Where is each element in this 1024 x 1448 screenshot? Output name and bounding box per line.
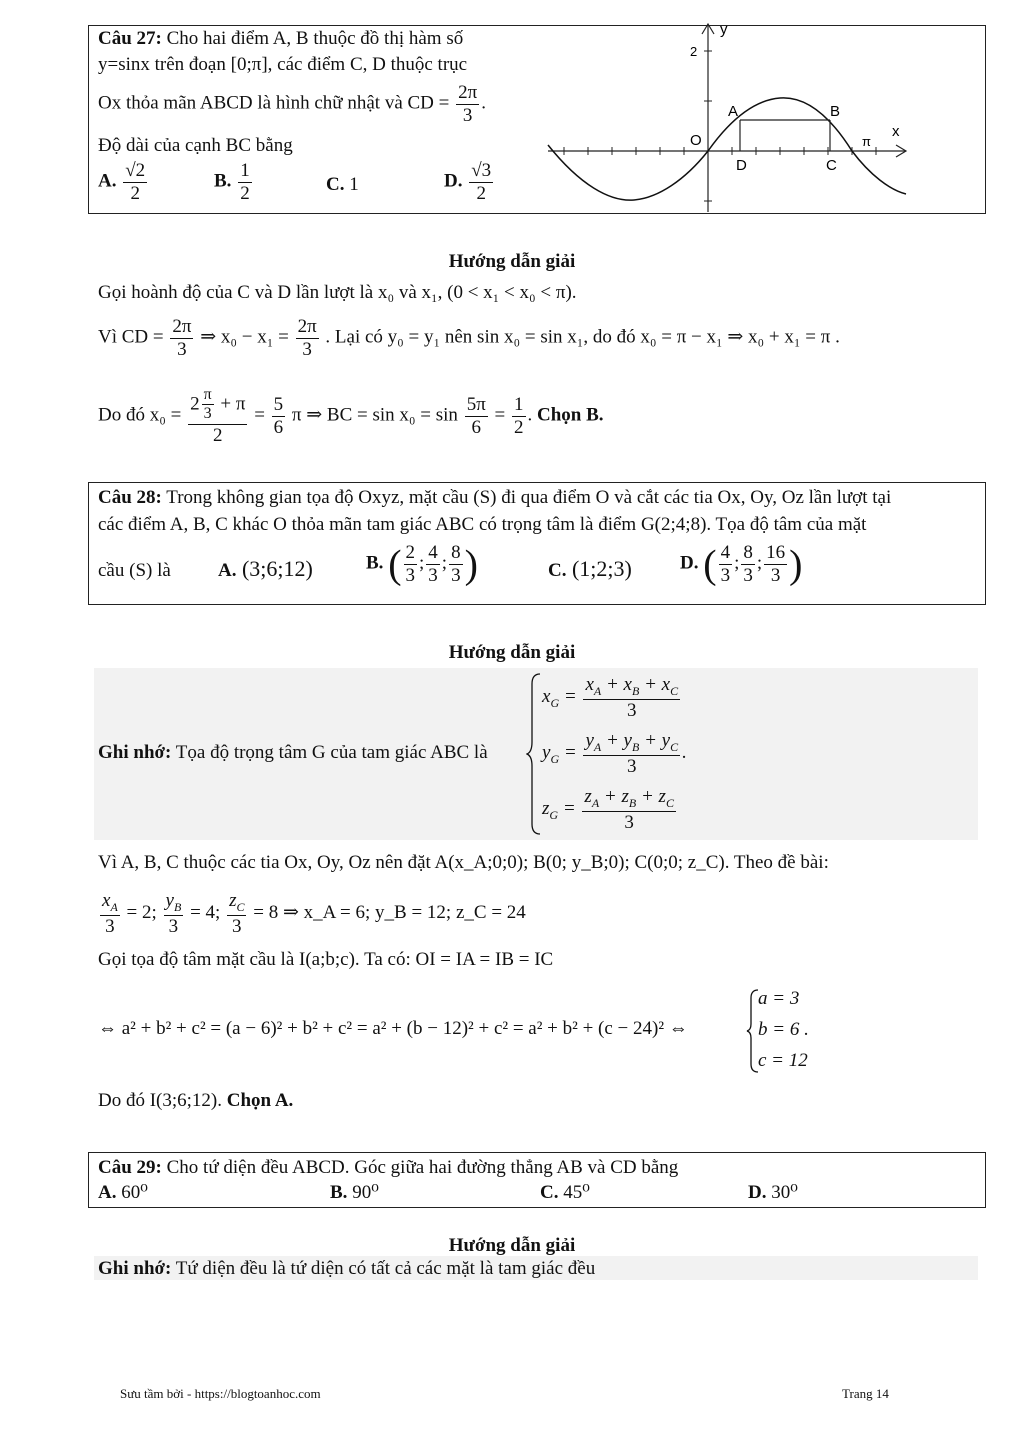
- sol28-line2: $\frac{x_A}{3}$ = 2; $\frac{y_B}{3}$ = 4; $\frac{z_C}{3}$ = 8 ⇒ x_A = 6; y_B = 12; z_C = 24: [102, 890, 526, 937]
- sol27-line2-mid: ⇒ x₀ − x₁ =: [200, 326, 289, 348]
- q29-option-d: [748, 1182, 798, 1204]
- q29-option-c: [540, 1182, 590, 1204]
- sol29-note: [98, 1258, 595, 1280]
- centroid-brace: [526, 672, 542, 836]
- rectangle-abcd: [740, 120, 830, 151]
- footer-source: Sưu tầm bởi - https://blogtoanhoc.com: [120, 1386, 321, 1401]
- q28-text1: Trong không gian tọa độ Oxyz, mặt cầu (S) đi qua điểm O và cắt các tia Ox, Oy, Oz lần lượt tại: [166, 487, 892, 508]
- q27-option-b-den: 2: [240, 182, 250, 204]
- q29-option-b-letter: B.: [330, 1182, 348, 1203]
- sol29-heading: Hướng dẫn giải: [448, 1235, 576, 1256]
- q28-option-c-value: (1;2;3): [571, 556, 632, 581]
- sol28-sys-b: b = 6 .: [758, 1019, 809, 1040]
- q27-line1: [98, 28, 463, 50]
- q28-line1: [98, 487, 891, 509]
- sol28-choose: Chọn A.: [226, 1090, 294, 1111]
- graph-label-y: y: [720, 21, 728, 38]
- graph-label-two: 2: [690, 44, 698, 59]
- sol28-line2-post: ⇒ x_A = 6; y_B = 12; z_C = 24: [282, 902, 526, 924]
- sol29-note-label: Ghi nhớ:: [98, 1258, 172, 1279]
- centroid-zg: $z_G$ = $\frac{z_A + z_B + z_C}{3}$: [542, 786, 674, 833]
- q29-option-c-letter: C.: [540, 1182, 559, 1203]
- q29-option-a: [98, 1182, 148, 1204]
- q27-option-d-letter: D.: [444, 170, 463, 192]
- q27-label: Câu 27:: [98, 28, 162, 49]
- q28-label: Câu 28:: [98, 487, 162, 508]
- sol28-note-text: Tọa độ trọng tâm G của tam giác ABC là: [175, 742, 488, 763]
- q27-option-c: [326, 174, 359, 196]
- sol28-line1: Vì A, B, C thuộc các tia Ox, Oy, Oz nên đặt A(x_A;0;0); B(0; y_B;0); C(0;0; z_C). Theo đề bài:: [98, 852, 829, 873]
- sol28-note: [98, 742, 488, 764]
- q29-label: Câu 29:: [98, 1157, 162, 1178]
- q27-option-b-num: 1: [240, 160, 250, 181]
- q28-option-c: [548, 556, 632, 582]
- sol28-line3: Gọi tọa độ tâm mặt cầu là I(a;b;c). Ta có: OI = IA = IB = IC: [98, 949, 554, 970]
- q27-text2b: các điểm C, D thuộc trục: [277, 54, 468, 75]
- q28-line3: [98, 560, 171, 582]
- q27-cd-fraction: [456, 82, 479, 127]
- q27-line4: Độ dài của cạnh BC bằng: [98, 135, 293, 156]
- q27-option-c-value: 1: [349, 174, 359, 195]
- graph-label-pi: π: [862, 134, 871, 149]
- sol27-line3-pre: Do đó x₀ =: [98, 404, 182, 426]
- q27-option-d: [444, 160, 495, 205]
- q27-line2: [98, 54, 467, 76]
- footer-page-number: Trang 14: [842, 1386, 889, 1401]
- q27-option-a-den: 2: [130, 182, 140, 204]
- q27-interval: [0;π],: [230, 54, 273, 75]
- sol28-line4-text: ⇔ a² + b² + c² = (a − 6)² + b² + c² = a² + (b − 12)² + c² = a² + b² + (c − 24)² ⇔: [98, 1018, 688, 1039]
- q29-option-b-value: 90⁰: [352, 1182, 379, 1203]
- q27-option-b-letter: B.: [214, 170, 232, 192]
- q27-cd-num: 2π: [458, 82, 478, 103]
- q27-option-a-letter: A.: [98, 170, 117, 192]
- sol28-line5-pre: Do đó I(3;6;12).: [98, 1090, 223, 1111]
- graph-label-c: C: [826, 157, 837, 174]
- sol27-frac2-den: 3: [302, 338, 312, 360]
- sol27-line3: Do đó x₀ = 2 $\frac{\pi}{3}$ + π 2 = $\frac{5}{6}$ π ⇒ BC = sin x₀ = sin $\frac{5\pi}{6}$ = $\frac{1}{2}$ . Chọn B.: [98, 386, 604, 446]
- sol28-note-label: Ghi nhớ:: [98, 742, 172, 763]
- q28-option-d-letter: D.: [680, 552, 699, 574]
- sol28-heading: Hướng dẫn giải: [448, 642, 576, 663]
- graph-label-d: D: [736, 157, 747, 174]
- q28-option-d: D. ( $\frac{4}{3}$ ; $\frac{8}{3}$ ; $\frac{16}{3}$ ): [680, 541, 803, 587]
- sine-graph: [540, 20, 912, 216]
- sol28-line4: [98, 1018, 688, 1040]
- q27-option-d-num: √3: [471, 160, 492, 181]
- q27-line3: Ox thỏa mãn ABCD là hình chữ nhật và CD = $\frac{2\pi}{3}$ .: [98, 82, 486, 126]
- graph-label-a: A: [728, 103, 739, 120]
- sol27-choose: Chọn B.: [537, 404, 604, 426]
- graph-label-o: O: [690, 132, 702, 149]
- sol27-frac2-num: 2π: [297, 316, 317, 337]
- q27-option-a-num: √2: [125, 160, 146, 181]
- sol27-line2-post: . Lại có y₀ = y₁ nên sin x₀ = sin x₁, do đó x₀ = π − x₁ ⇒ x₀ + x₁ = π .: [325, 326, 840, 348]
- q27-cd-den: 3: [462, 104, 473, 126]
- sol28-sys-c: c = 12: [758, 1050, 808, 1071]
- q29-option-d-letter: D.: [748, 1182, 767, 1203]
- graph-label-b: B: [830, 103, 841, 120]
- q28-option-a-letter: A.: [218, 560, 237, 581]
- q28-line2: các điểm A, B, C khác O thỏa mãn tam giác ABC có trọng tâm là điểm G(2;4;8). Tọa độ tâm của mặt: [98, 514, 867, 535]
- centroid-xg: $x_G$ = $\frac{x_A + x_B + x_C}{3}$: [542, 674, 679, 721]
- q27-option-a: [98, 160, 149, 205]
- sol27-frac1-num: 2π: [172, 316, 192, 337]
- sol27-frac1-den: 3: [177, 338, 187, 360]
- q28-option-a-value: (3;6;12): [241, 556, 313, 581]
- sol28-line5: [98, 1090, 293, 1112]
- q27-text2a: y=sinx trên đoạn: [98, 54, 226, 75]
- q29-option-d-value: 30⁰: [771, 1182, 798, 1203]
- sol27-line2: [98, 316, 840, 361]
- sol28-sys-b-text: b = 6: [758, 1019, 800, 1040]
- q28-option-b: B. ( $\frac{2}{3}$ ; $\frac{4}{3}$ ; $\frac{8}{3}$ ): [366, 541, 478, 587]
- sol27-line3-post: π ⇒ BC = sin x₀ = sin: [291, 404, 458, 426]
- q27-option-d-den: 2: [476, 182, 486, 204]
- q27-text1: Cho hai điểm A, B thuộc đồ thị hàm số: [166, 28, 464, 49]
- graph-label-x: x: [892, 123, 900, 140]
- q29-option-a-value: 60⁰: [121, 1182, 148, 1203]
- q28-option-a: [218, 556, 313, 582]
- q28-text3: cầu (S) là: [98, 560, 171, 581]
- q27-option-c-letter: C.: [326, 174, 345, 195]
- centroid-yg: $y_G$ = $\frac{y_A + y_B + y_C}{3}$ .: [542, 730, 687, 777]
- q29-option-b: [330, 1182, 379, 1204]
- sol27-line1: Gọi hoành độ của C và D lần lượt là x₀ và x₁, (0 < x₁ < x₀ < π).: [98, 282, 577, 303]
- q29-option-c-value: 45⁰: [563, 1182, 590, 1203]
- sol27-line2-pre: Vì CD =: [98, 326, 164, 348]
- q27-option-b: [214, 160, 254, 205]
- sol28-sys-a: a = 3: [758, 988, 800, 1009]
- sol29-note-text: Tứ diện đều là tứ diện có tất cả các mặt là tam giác đều: [175, 1258, 596, 1279]
- q27-text3: Ox thỏa mãn ABCD là hình chữ nhật và CD =: [98, 92, 450, 114]
- sol27-heading: Hướng dẫn giải: [448, 251, 576, 272]
- q28-option-c-letter: C.: [548, 560, 567, 581]
- q29-line1: [98, 1157, 678, 1179]
- q28-option-b-letter: B.: [366, 552, 384, 574]
- sol27-big-fraction: 2 $\frac{\pi}{3}$ + π 2: [190, 386, 246, 446]
- q29-option-a-letter: A.: [98, 1182, 117, 1203]
- q29-text1: Cho tứ diện đều ABCD. Góc giữa hai đường thẳng AB và CD bằng: [166, 1157, 679, 1178]
